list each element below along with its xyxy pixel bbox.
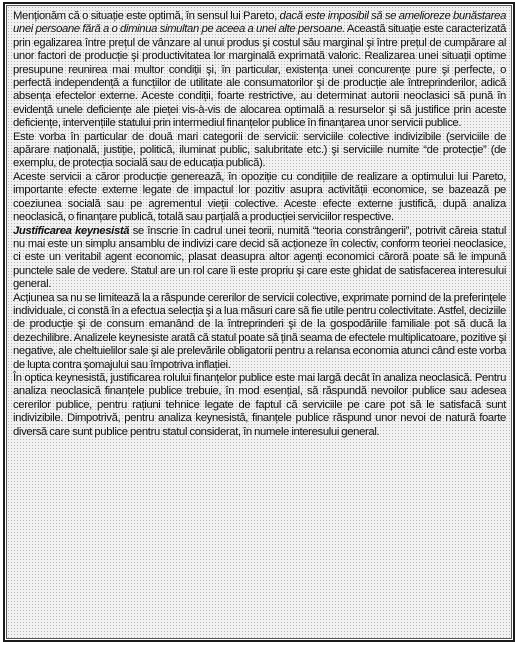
paragraph-state-action: [13, 292, 506, 372]
paragraph-pareto-optimum: [13, 10, 506, 131]
paragraph-body-text: se înscrie în cadrul unei teorii, numită “teoria constrângerii”, potrivit căreia statul nu mai este un simplu ansamblu de indivizi care decid să acționeze în colectiv, conform teoriei neoclasice, ci este un veritabil agent economic, plasat deasupra altor agenți economici căroră poate să le impună punctele sale de vedere. Statul are un rol care îi este propriu şi care este ghidat de satisfacerea interesului general.: [13, 224, 506, 291]
paragraph-body-text: Aceste servicii a căror producție generează, în opoziție cu condițiile de realizare a optimului lui Pareto, importante efecte externe legate de impactul lor pozitiv asupra activității economice, se bazează pe coeziunea socială sau pe agrementul vieții colective. Aceste efecte externe justifică, după analiza neoclasică, o finanțare publică, totală sau parțială a producției serviciilor respective.: [13, 170, 506, 224]
keynesian-justification-heading: Justificarea keynesistă: [13, 224, 130, 237]
paragraph-body-text: În optica keynesistă, justificarea rolului finanțelor publice este mai largă decât în analiza neoclasică. Pentru analiza neoclasică finanțele publice trebuie, în mod esențial, să răspundă nevoilor publice sau adesea cererilor publice, pentru rațiuni tehnice legate de faptul că serviciile pe care pot să le satisfacă sunt indivizibile. Dimpotrivă, pentru analiza keynesistă, finanțele publice răspund unor nevoi de natură foarte diversă care sunt publice pentru statul considerat, în numele interesului general.: [13, 371, 506, 438]
pareto-definition-italic: dacă este imposibil să se amelioreze bunăstarea unei persoane fără a o diminua simultan pe aceea a unei alte persoane.: [13, 10, 506, 36]
paragraph-body-text: Este vorba în particular de două mari categorii de servicii: serviciile colective indivizibile (serviciile de apărare națională, justiție, politică, iluminat public, salubritate etc.) şi serviciile numite “de protecție” (de exemplu, de protecția socială sau de educația publică).: [13, 130, 506, 170]
paragraph-service-categories: [13, 131, 506, 171]
text-frame: [3, 2, 515, 642]
paragraph-lead-text: Menționăm că o situație este optimă, în sensul lui Pareto,: [13, 10, 280, 22]
paragraph-body-text: Acțiunea sa nu se limitează la a răspunde cererilor de servicii colective, exprimate pornind de la preferințele individuale, ci constă în a efectua selecția şi a lua măsuri care să fie utile pentru colectivitate. Astfel, deciziile de producție şi de consum emanând de la întreprinderi şi de la gospodăriile familiale pot să ducă la dezechilibre. Analizele keynesiste arată că statul poate să țină seama de efectele multiplicatoare, pozitive şi negative, ale cheltuielilor sale şi ale prelevările obligatorii pentru a relansa economia atunci când este vorba de lupta contra şomajului sau împotriva inflației.: [13, 291, 506, 371]
text-panel: [6, 5, 512, 639]
paragraph-body-text: Această situație este caracterizată prin egalizarea între prețul de vânzare al unui produs şi costul său marginal şi între prețul de cumpărare al unor factori de producție şi productivitatea lor marginală exprimată valoric. Realizarea unei situații optime presupune reunirea mai multor condiții şi, în particular, existența unei concurențe pure şi perfecte, o perfectă independență a funcțiilor de utilitate ale consumatorilor şi de producție ale întreprinderilor, adică absența efectelor externe. Aceste condiții, foarte restrictive, au determinat autorii neoclasici să pună în evidență unele deficiențe ale pieței vis-à-vis de alocarea optimală a resurselor şi să justifice prin aceste deficiențe, intervențiile statului prin intermediul finanțelor publice în finanțarea unor servicii publice.: [13, 23, 507, 130]
paragraph-external-effects: [13, 171, 506, 225]
paragraph-keynesian-optics: [13, 372, 506, 439]
paragraph-keynesian-justification: [13, 225, 506, 292]
